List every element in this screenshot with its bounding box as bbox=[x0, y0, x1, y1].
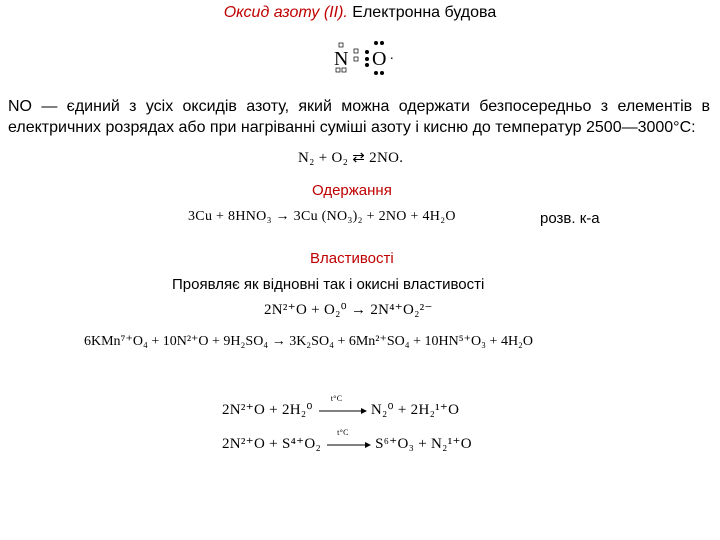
description-paragraph: NO — єдиний з усіх оксидів азоту, який можна одержати безпосередньо з елементів в електричних розрядах або при нагріванні суміші азоту і кисню до температур 2500—3000°С: bbox=[8, 98, 710, 136]
lewis-o: O bbox=[372, 48, 387, 70]
equation-oxidation: 2N²⁺O + O₂⁰ → 2N⁴⁺O₂²⁻ bbox=[264, 302, 433, 318]
lewis-structure bbox=[332, 38, 412, 78]
properties-text: Проявляє як відновні так і окисні властивості bbox=[172, 276, 485, 293]
heading-properties: Властивості bbox=[310, 250, 394, 267]
equation-permanganate: 6KMn⁷⁺O₄ + 10N²⁺O + 9H₂SO₄ → 3K₂SO₄ + 6Mn²⁺SO₄ + 10HN⁵⁺O₃ + 4H₂O bbox=[84, 334, 534, 349]
heading-preparation: Одержання bbox=[312, 182, 392, 199]
lewis-mark: . bbox=[390, 48, 394, 63]
preparation-note: розв. к-а bbox=[540, 210, 600, 227]
arrow-icon bbox=[317, 393, 367, 418]
lewis-n: N bbox=[334, 48, 349, 70]
equation-preparation: 3Cu + 8HNO₃ → 3Cu (NO₃)₂ + 2NO + 4H₂O bbox=[188, 209, 456, 224]
equation-sulfur-left: 2N²⁺O + S⁴⁺O₂ bbox=[222, 436, 321, 452]
equation-hydrogen-right: N₂⁰ + 2H₂¹⁺O bbox=[370, 402, 460, 418]
equation-hydrogen-left: 2N²⁺O + 2H₂⁰ bbox=[222, 402, 313, 418]
equation-sulfur-right: S⁶⁺O₃ + N₂¹⁺O bbox=[375, 436, 472, 452]
arrow-icon bbox=[325, 427, 371, 452]
equation-sulfur-condition: t°C bbox=[337, 427, 349, 437]
equation-sulfur-dioxide bbox=[222, 427, 472, 453]
equation-hydrogen-condition: t°C bbox=[330, 393, 343, 403]
equation-synthesis: N₂ + O₂ ⇄ 2NO. bbox=[298, 150, 404, 166]
equation-hydrogen bbox=[222, 393, 460, 419]
title-prefix: Оксид азоту (II). bbox=[223, 4, 348, 21]
title-suffix: Електронна будова bbox=[352, 4, 497, 21]
slide-title bbox=[0, 4, 720, 22]
